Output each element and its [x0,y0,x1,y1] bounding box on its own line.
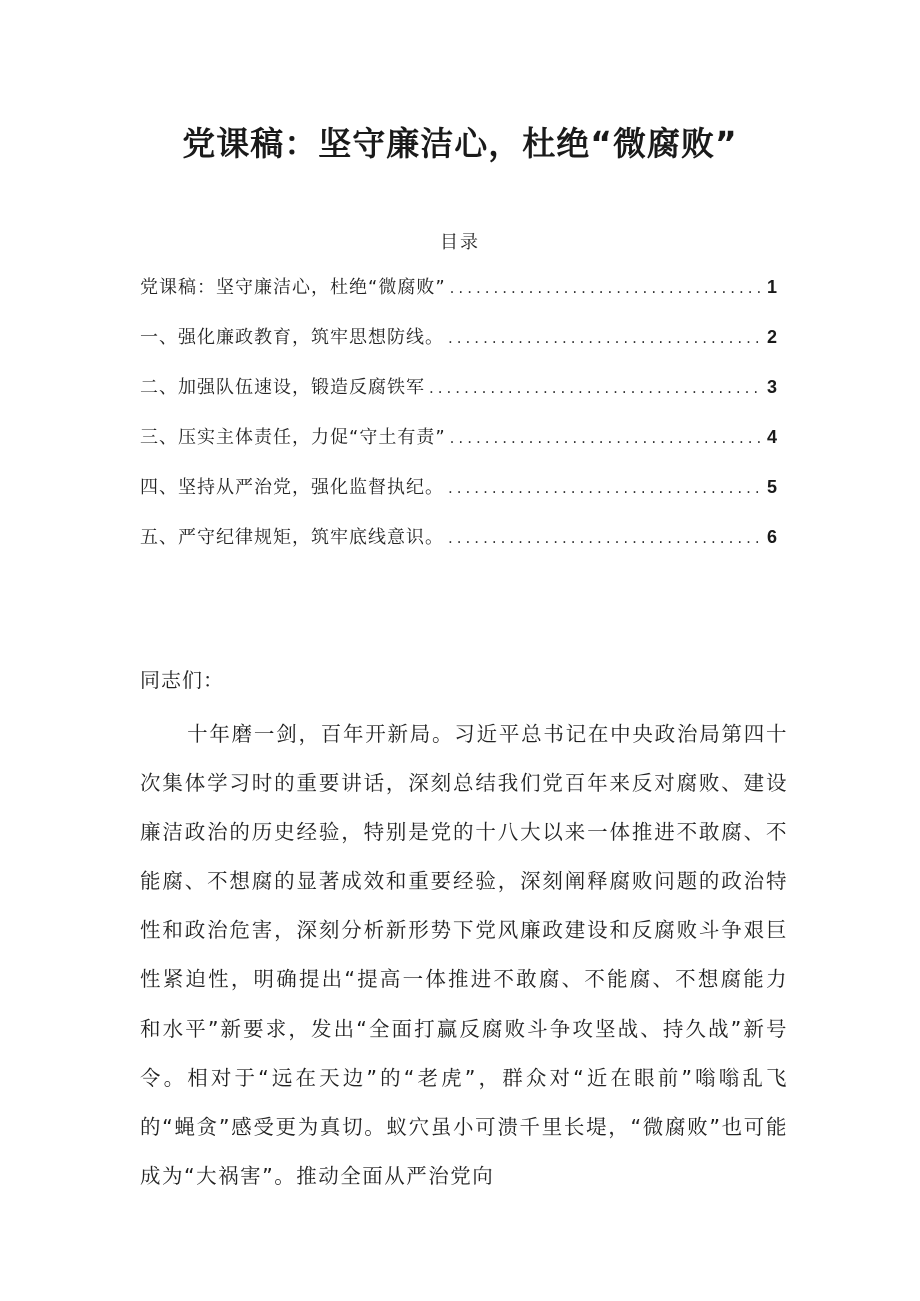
toc-entry-text: 三、压实主体责任，力促“守土有责” [140,427,446,448]
table-of-contents [140,273,778,573]
toc-entry-page: 4 [766,427,778,447]
toc-heading: 目录 [440,232,480,253]
salutation: 同志们： [140,668,224,692]
toc-entry[interactable] [140,523,778,573]
toc-entry-text: 五、严守纪律规矩，筑牢底线意识。 [140,527,444,548]
toc-dot-leader [450,429,763,447]
toc-entry-page: 5 [766,477,778,497]
toc-entry-page: 1 [766,277,778,297]
toc-entry-text: 一、强化廉政教育，筑牢思想防线。 [140,327,444,348]
toc-entry-page: 6 [766,527,778,547]
toc-entry-text: 二、加强队伍速设，锻造反腐铁军 [140,377,425,398]
toc-entry-page: 2 [766,327,778,347]
toc-dot-leader [450,279,763,297]
toc-dot-leader [448,329,763,347]
body-paragraph: 十年磨一剑，百年开新局。习近平总书记在中央政治局第四十次集体学习时的重要讲话，深刻总结我们党百年来反对腐败、建设廉洁政治的历史经验，特别是党的十八大以来一体推进不敢腐、不能腐、不想腐的显著成效和重要经验，深刻阐释腐败问题的政治特性和政治危害，深刻分析新形势下党风廉政建设和反腐败斗争艰巨性紧迫性，明确提出“提高一体推进不敢腐、不能腐、不想腐能力和水平”新要求，发出“全面打赢反腐败斗争攻坚战、持久战”新号令。相对于“远在天边”的“老虎”，群众对“近在眼前”嗡嗡乱飞的“蝇贪”感受更为真切。蚁穴虽小可溃千里长堤，“微腐败”也可能成为“大祸害”。推动全面从严治党向 [140,722,788,1188]
toc-entry[interactable] [140,323,778,373]
toc-entry[interactable] [140,473,778,523]
toc-entry[interactable] [140,273,778,323]
toc-entry[interactable] [140,373,778,423]
document-title: 党课稿：坚守廉洁心，杜绝“微腐败” [182,124,738,163]
toc-entry[interactable] [140,423,778,473]
toc-entry-text: 四、坚持从严治党，强化监督执纪。 [140,477,444,498]
toc-dot-leader [429,379,763,397]
toc-dot-leader [448,479,763,497]
toc-dot-leader [448,529,763,547]
toc-entry-text: 党课稿：坚守廉洁心，杜绝“微腐败” [140,277,446,298]
toc-entry-page: 3 [766,377,778,397]
